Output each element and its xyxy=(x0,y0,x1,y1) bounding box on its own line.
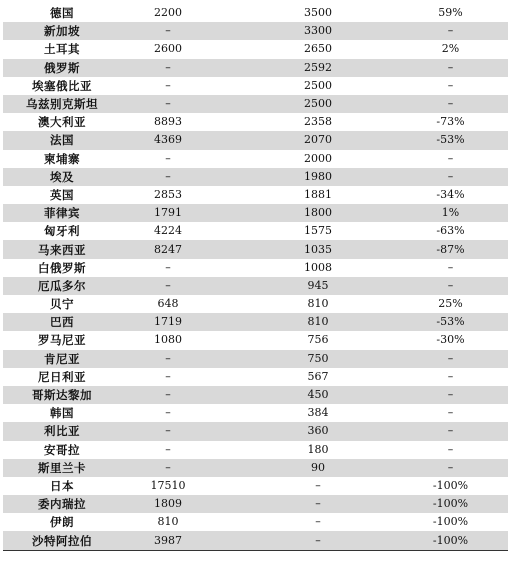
country-name-cell: 沙特阿拉伯 xyxy=(3,531,121,549)
table-row xyxy=(3,277,508,295)
value-b-cell: 756 xyxy=(307,333,329,347)
value-b-cell: – xyxy=(315,478,321,492)
value-b-cell: 2070 xyxy=(233,131,383,149)
country-name-cell: 英国 xyxy=(50,187,74,202)
change-percent-cell: – xyxy=(383,22,508,40)
change-percent-cell: 25% xyxy=(438,297,463,311)
country-name-cell: 埃及 xyxy=(3,168,121,186)
country-name-cell: 安哥拉 xyxy=(44,442,80,457)
change-percent-cell: – xyxy=(447,406,454,420)
table-body xyxy=(3,4,508,550)
value-a-cell: 2600 xyxy=(154,42,182,56)
value-a-cell: – xyxy=(121,350,233,368)
table-row xyxy=(3,59,508,77)
value-b-cell: 450 xyxy=(233,386,383,404)
change-percent-cell: -34% xyxy=(436,187,465,201)
value-b-cell: 2500 xyxy=(233,95,383,113)
table-row xyxy=(3,168,508,186)
value-a-cell: – xyxy=(121,386,233,404)
value-b-cell: 2000 xyxy=(304,151,332,165)
country-name-cell: 埃塞俄比亚 xyxy=(32,78,92,93)
country-name-cell: 委内瑞拉 xyxy=(3,495,121,513)
value-a-cell: – xyxy=(165,442,171,456)
value-a-cell: – xyxy=(121,95,233,113)
table-row xyxy=(3,222,508,240)
value-b-cell: 384 xyxy=(307,406,329,420)
value-b-cell: 2592 xyxy=(233,59,383,77)
change-percent-cell: -53% xyxy=(383,313,508,331)
data-table-container xyxy=(3,4,508,551)
value-a-cell: – xyxy=(121,59,233,77)
value-b-cell: 90 xyxy=(233,459,383,477)
change-percent-cell: -100% xyxy=(432,515,469,529)
change-percent-cell: – xyxy=(383,422,508,440)
country-name-cell: 白俄罗斯 xyxy=(38,260,86,275)
value-a-cell: 4369 xyxy=(121,131,233,149)
table-row xyxy=(3,513,508,531)
table-row xyxy=(3,350,508,368)
value-a-cell: 2200 xyxy=(154,6,182,20)
table-row xyxy=(3,313,508,331)
change-percent-cell: – xyxy=(447,369,454,383)
value-a-cell: 1719 xyxy=(121,313,233,331)
country-name-cell: 日本 xyxy=(50,478,74,493)
country-name-cell: 罗马尼亚 xyxy=(38,333,86,348)
value-a-cell: – xyxy=(165,151,171,165)
value-b-cell: 1008 xyxy=(304,260,332,274)
country-name-cell: 韩国 xyxy=(50,406,74,421)
table-row xyxy=(3,131,508,149)
value-b-cell: 360 xyxy=(233,422,383,440)
value-a-cell: 1809 xyxy=(121,495,233,513)
value-b-cell: – xyxy=(233,495,383,513)
value-b-cell: 810 xyxy=(307,297,329,311)
country-name-cell: 俄罗斯 xyxy=(3,59,121,77)
change-percent-cell: -63% xyxy=(436,224,465,238)
country-name-cell: 斯里兰卡 xyxy=(3,459,121,477)
table-row xyxy=(3,186,508,204)
value-a-cell: – xyxy=(121,168,233,186)
value-b-cell: 3500 xyxy=(304,6,332,20)
change-percent-cell: – xyxy=(383,95,508,113)
value-b-cell: 810 xyxy=(233,313,383,331)
change-percent-cell: 2% xyxy=(441,42,460,56)
value-a-cell: – xyxy=(121,22,233,40)
table-row xyxy=(3,22,508,40)
change-percent-cell: -100% xyxy=(383,495,508,513)
country-name-cell: 乌兹别克斯坦 xyxy=(3,95,121,113)
country-name-cell: 利比亚 xyxy=(3,422,121,440)
value-b-cell: 750 xyxy=(233,350,383,368)
table-row xyxy=(3,459,508,477)
table-row xyxy=(3,531,508,549)
value-b-cell: 1800 xyxy=(233,204,383,222)
table-row xyxy=(3,295,508,313)
value-b-cell: 1575 xyxy=(304,224,332,238)
value-a-cell: 8247 xyxy=(121,240,233,258)
value-a-cell: 648 xyxy=(157,297,179,311)
value-a-cell: 810 xyxy=(157,515,179,529)
country-name-cell: 马来西亚 xyxy=(3,240,121,258)
value-a-cell: 1791 xyxy=(121,204,233,222)
country-name-cell: 澳大利亚 xyxy=(38,115,86,130)
value-a-cell: – xyxy=(121,277,233,295)
value-b-cell: 567 xyxy=(307,369,329,383)
value-a-cell: 3987 xyxy=(121,531,233,549)
value-a-cell: – xyxy=(121,459,233,477)
change-percent-cell: – xyxy=(447,260,454,274)
country-name-cell: 土耳其 xyxy=(44,42,80,57)
value-a-cell: – xyxy=(165,369,171,383)
change-percent-cell: – xyxy=(447,151,454,165)
change-percent-cell: – xyxy=(447,442,454,456)
country-name-cell: 厄瓜多尔 xyxy=(3,277,121,295)
country-name-cell: 尼日利亚 xyxy=(38,369,86,384)
value-b-cell: 1980 xyxy=(233,168,383,186)
country-name-cell: 伊朗 xyxy=(50,515,74,530)
value-b-cell: – xyxy=(233,531,383,549)
change-percent-cell: 1% xyxy=(383,204,508,222)
change-percent-cell: -100% xyxy=(383,531,508,549)
country-data-table xyxy=(3,4,508,550)
value-b-cell: 180 xyxy=(307,442,329,456)
change-percent-cell: – xyxy=(383,386,508,404)
change-percent-cell: -73% xyxy=(436,115,465,129)
change-percent-cell: -87% xyxy=(383,240,508,258)
country-name-cell: 匈牙利 xyxy=(44,224,80,239)
value-b-cell: 945 xyxy=(233,277,383,295)
table-row xyxy=(3,113,508,131)
value-a-cell: – xyxy=(165,260,171,274)
country-name-cell: 贝宁 xyxy=(50,297,74,312)
table-row xyxy=(3,441,508,459)
country-name-cell: 肯尼亚 xyxy=(3,350,121,368)
table-row xyxy=(3,422,508,440)
table-row xyxy=(3,204,508,222)
value-a-cell: 4224 xyxy=(154,224,182,238)
change-percent-cell: – xyxy=(383,350,508,368)
change-percent-cell: – xyxy=(447,78,454,92)
change-percent-cell: – xyxy=(383,59,508,77)
change-percent-cell: – xyxy=(383,277,508,295)
country-name-cell: 哥斯达黎加 xyxy=(3,386,121,404)
country-name-cell: 新加坡 xyxy=(3,22,121,40)
table-row xyxy=(3,495,508,513)
table-row xyxy=(3,40,508,58)
country-name-cell: 巴西 xyxy=(3,313,121,331)
table-row xyxy=(3,404,508,422)
value-a-cell: – xyxy=(165,406,171,420)
change-percent-cell: -53% xyxy=(383,131,508,149)
table-row xyxy=(3,331,508,349)
value-a-cell: – xyxy=(121,422,233,440)
value-a-cell: – xyxy=(165,78,171,92)
table-row xyxy=(3,368,508,386)
change-percent-cell: -100% xyxy=(432,478,469,492)
table-row xyxy=(3,95,508,113)
value-b-cell: – xyxy=(315,515,321,529)
change-percent-cell: – xyxy=(383,168,508,186)
table-row xyxy=(3,259,508,277)
change-percent-cell: – xyxy=(383,459,508,477)
country-name-cell: 菲律宾 xyxy=(3,204,121,222)
value-a-cell: 8893 xyxy=(154,115,182,129)
table-row xyxy=(3,150,508,168)
table-row xyxy=(3,386,508,404)
value-b-cell: 1035 xyxy=(233,240,383,258)
value-b-cell: 3300 xyxy=(233,22,383,40)
country-name-cell: 法国 xyxy=(3,131,121,149)
value-b-cell: 2500 xyxy=(304,78,332,92)
country-name-cell: 德国 xyxy=(50,6,74,21)
table-row xyxy=(3,77,508,95)
country-name-cell: 柬埔寨 xyxy=(44,151,80,166)
value-a-cell: 17510 xyxy=(150,478,186,492)
value-b-cell: 2358 xyxy=(304,115,332,129)
change-percent-cell: -30% xyxy=(436,333,465,347)
value-b-cell: 1881 xyxy=(304,187,332,201)
table-row xyxy=(3,240,508,258)
value-a-cell: 2853 xyxy=(154,187,182,201)
value-a-cell: 1080 xyxy=(154,333,182,347)
table-row xyxy=(3,477,508,495)
value-b-cell: 2650 xyxy=(304,42,332,56)
table-row xyxy=(3,4,508,22)
change-percent-cell: 59% xyxy=(438,6,463,20)
